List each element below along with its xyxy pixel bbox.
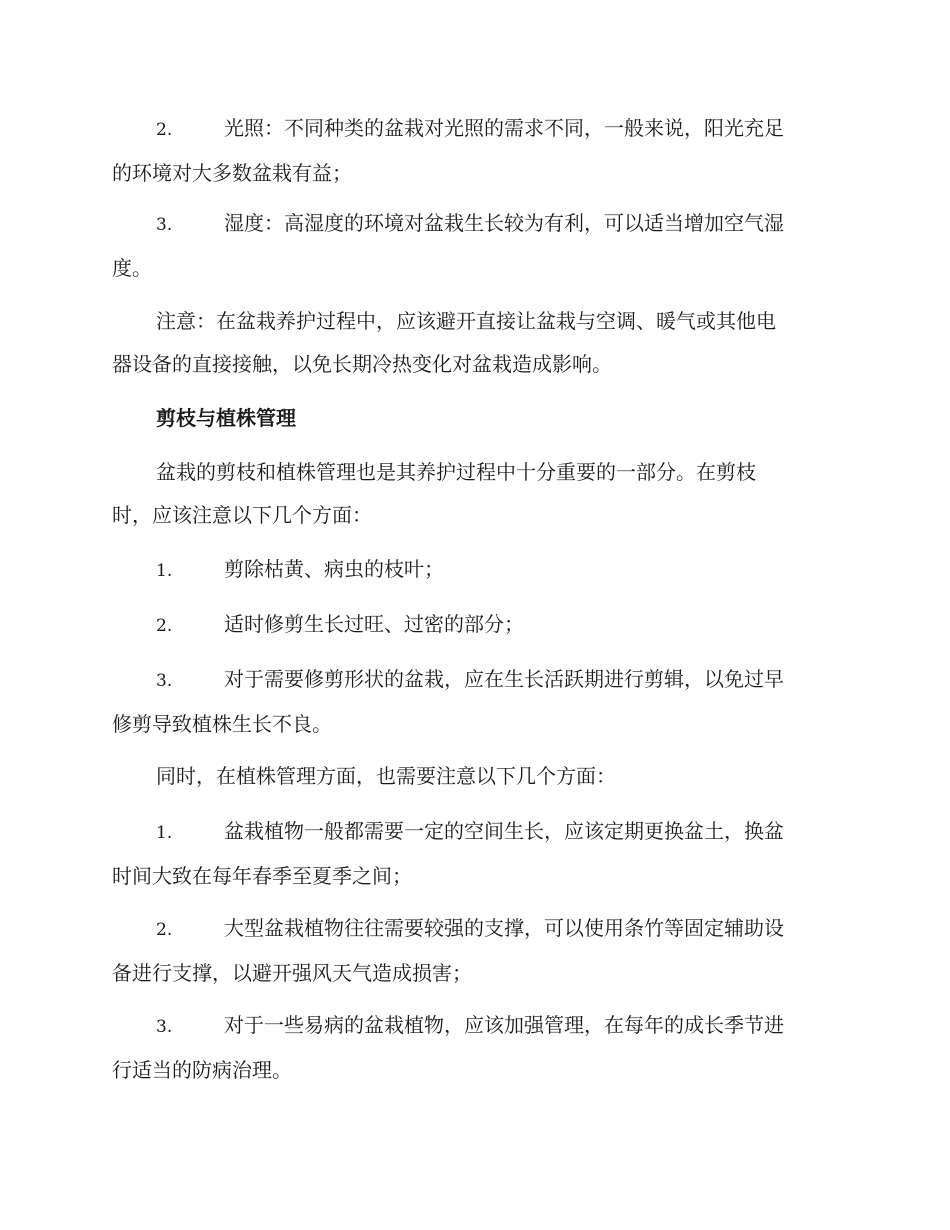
list-item-continuation: 备进行支撑，以避开强风天气造成损害； [112, 961, 472, 985]
intro-paragraph [112, 451, 834, 537]
management-intro-paragraph [112, 755, 834, 798]
list-item-text: 湿度：高湿度的环境对盆栽生长较为有利，可以适当增加空气湿 [224, 211, 784, 235]
list-item-text: 对于需要修剪形状的盆栽，应在生长活跃期进行剪辑，以免过早 [224, 667, 784, 691]
list-number: 1. [156, 561, 173, 581]
list-item-humidity [112, 202, 834, 290]
section-heading-block [112, 397, 834, 440]
list-number: 3. [156, 1017, 173, 1037]
list-item-light [112, 107, 834, 195]
list-item-text: 大型盆栽植物往往需要较强的支撑，可以使用条竹等固定辅助设 [224, 916, 784, 940]
paragraph-line: 同时，在植株管理方面，也需要注意以下几个方面： [156, 764, 616, 788]
list-item-text: 光照：不同种类的盆栽对光照的需求不同，一般来说，阳光充足 [224, 116, 784, 140]
list-item-continuation: 时间大致在每年春季至夏季之间； [112, 864, 412, 888]
list-number: 3. [156, 671, 173, 691]
list-item-continuation: 度。 [112, 256, 152, 280]
paragraph-line: 时，应该注意以下几个方面： [112, 503, 372, 527]
paragraph-line: 器设备的直接接触，以免长期冷热变化对盆栽造成影响。 [112, 352, 612, 376]
list-item-text: 盆栽植物一般都需要一定的空间生长，应该定期更换盆土，换盆 [224, 819, 784, 843]
list-number: 2. [156, 616, 173, 636]
list-number: 2. [156, 120, 173, 140]
note-paragraph [112, 300, 834, 386]
paragraph-line: 盆栽的剪枝和植株管理也是其养护过程中十分重要的一部分。在剪枝 [156, 460, 756, 484]
list-item-text: 对于一些易病的盆栽植物，应该加强管理，在每年的成长季节进 [224, 1013, 784, 1037]
list-item-text: 剪除枯黄、病虫的枝叶； [224, 557, 444, 581]
list-number: 3. [156, 215, 173, 235]
list-item [112, 1004, 834, 1092]
paragraph-line: 注意：在盆栽养护过程中，应该避开直接让盆栽与空调、暖气或其他电 [156, 309, 776, 333]
list-item-continuation: 的环境对大多数盆栽有益； [112, 161, 352, 185]
list-number: 1. [156, 823, 173, 843]
list-item-text: 适时修剪生长过旺、过密的部分； [224, 612, 524, 636]
list-item-continuation: 修剪导致植株生长不良。 [112, 712, 332, 736]
list-item [112, 658, 834, 746]
list-item [112, 548, 834, 593]
list-item [112, 810, 834, 898]
section-heading: 剪枝与植株管理 [156, 406, 296, 430]
list-item [112, 603, 834, 648]
list-item-continuation: 行适当的防病治理。 [112, 1058, 292, 1082]
list-item [112, 907, 834, 995]
list-number: 2. [156, 920, 173, 940]
